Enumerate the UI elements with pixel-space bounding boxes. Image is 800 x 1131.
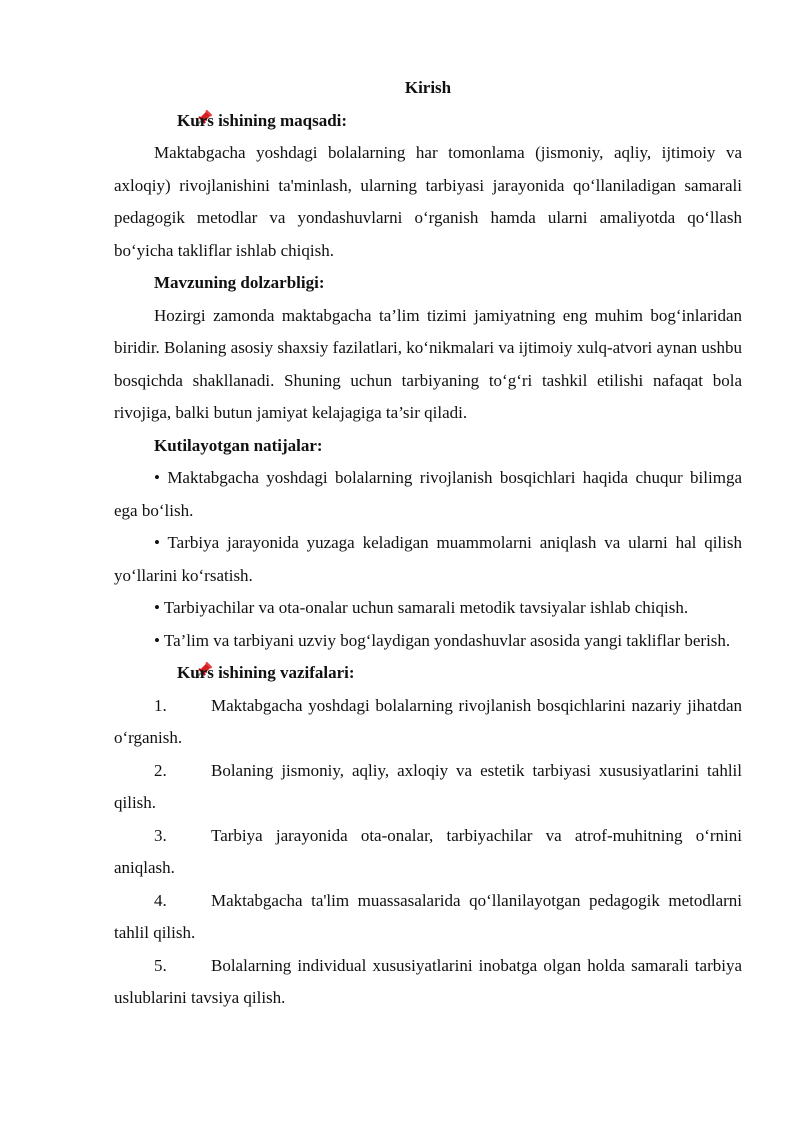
task-text: Maktabgacha yoshdagi bolalarning rivojlanish bosqichlarini nazariy jihatdan o‘rganish. (114, 695, 742, 747)
relevance-paragraph: Hozirgi zamonda maktabgacha ta’lim tizimi jamiyatning eng muhim bog‘inlaridan biridir. Bolaning asosiy shaxsiy fazilatlari, ko‘nikmalari va ijtimoiy xulq-atvori aynan ushbu bosqichda shakllanadi. Shuning uchun tarbiyaning to‘g‘ri tashkil etilishi nafaqat bola rivojiga, balki butun jamiyat kelajagiga ta’sir qiladi. (114, 305, 742, 422)
results-heading: Kutilayotgan natijalar: (154, 435, 323, 455)
pushpin-icon (154, 107, 173, 126)
results-item: • Maktabgacha yoshdagi bolalarning rivojlanish bosqichlari haqida chuqur bilimga ega bo‘lish. (114, 468, 742, 520)
task-text: Tarbiya jarayonida ota-onalar, tarbiyachilar va atrof-muhitning o‘rnini aniqlash. (114, 825, 742, 877)
task-text: Bolaning jismoniy, aqliy, axloqiy va estetik tarbiyasi xususiyatlarini tahlil qilish. (114, 760, 742, 812)
task-item (114, 885, 742, 950)
pushpin-icon (154, 659, 173, 678)
task-item (114, 820, 742, 885)
purpose-heading (114, 105, 742, 138)
task-number: 3. (154, 825, 167, 845)
document-body (114, 72, 742, 1015)
task-item (114, 755, 742, 820)
task-item (114, 950, 742, 1015)
tasks-heading-label: Kurs ishining vazifalari: (177, 663, 355, 682)
relevance-heading: Mavzuning dolzarbligi: (154, 273, 325, 292)
task-text: Maktabgacha ta'lim muassasalarida qo‘llanilayotgan pedagogik metodlarni tahlil qilish. (114, 890, 742, 942)
task-number: 1. (154, 695, 167, 715)
results-item: • Tarbiya jarayonida yuzaga keladigan muammolarni aniqlash va ularni hal qilish yo‘llarini ko‘rsatish. (114, 533, 742, 585)
task-item (114, 690, 742, 755)
page-title: Kirish (404, 78, 452, 97)
task-number: 2. (154, 760, 167, 780)
results-item: • Ta’lim va tarbiyani uzviy bog‘laydigan yondashuvlar asosida yangi takliflar berish. (154, 630, 731, 650)
tasks-heading (114, 657, 742, 690)
task-number: 5. (154, 955, 167, 975)
task-text: Bolalarning individual xususiyatlarini inobatga olgan holda samarali tarbiya uslublarini tavsiya qilish. (114, 955, 742, 1007)
results-item: • Tarbiyachilar va ota-onalar uchun samarali metodik tavsiyalar ishlab chiqish. (154, 598, 689, 617)
task-number: 4. (154, 890, 167, 910)
purpose-heading-label: Kurs ishining maqsadi: (177, 110, 348, 130)
purpose-paragraph: Maktabgacha yoshdagi bolalarning har tomonlama (jismoniy, aqliy, ijtimoiy va axloqiy) rivojlanishini ta'minlash, ularning tarbiyasi jarayonida qo‘llaniladigan samarali pedagogik metodlar va yondashuvlarni o‘rganish hamda ularni amaliyotda qo‘llash bo‘yicha takliflar ishlab chiqish. (114, 143, 742, 260)
